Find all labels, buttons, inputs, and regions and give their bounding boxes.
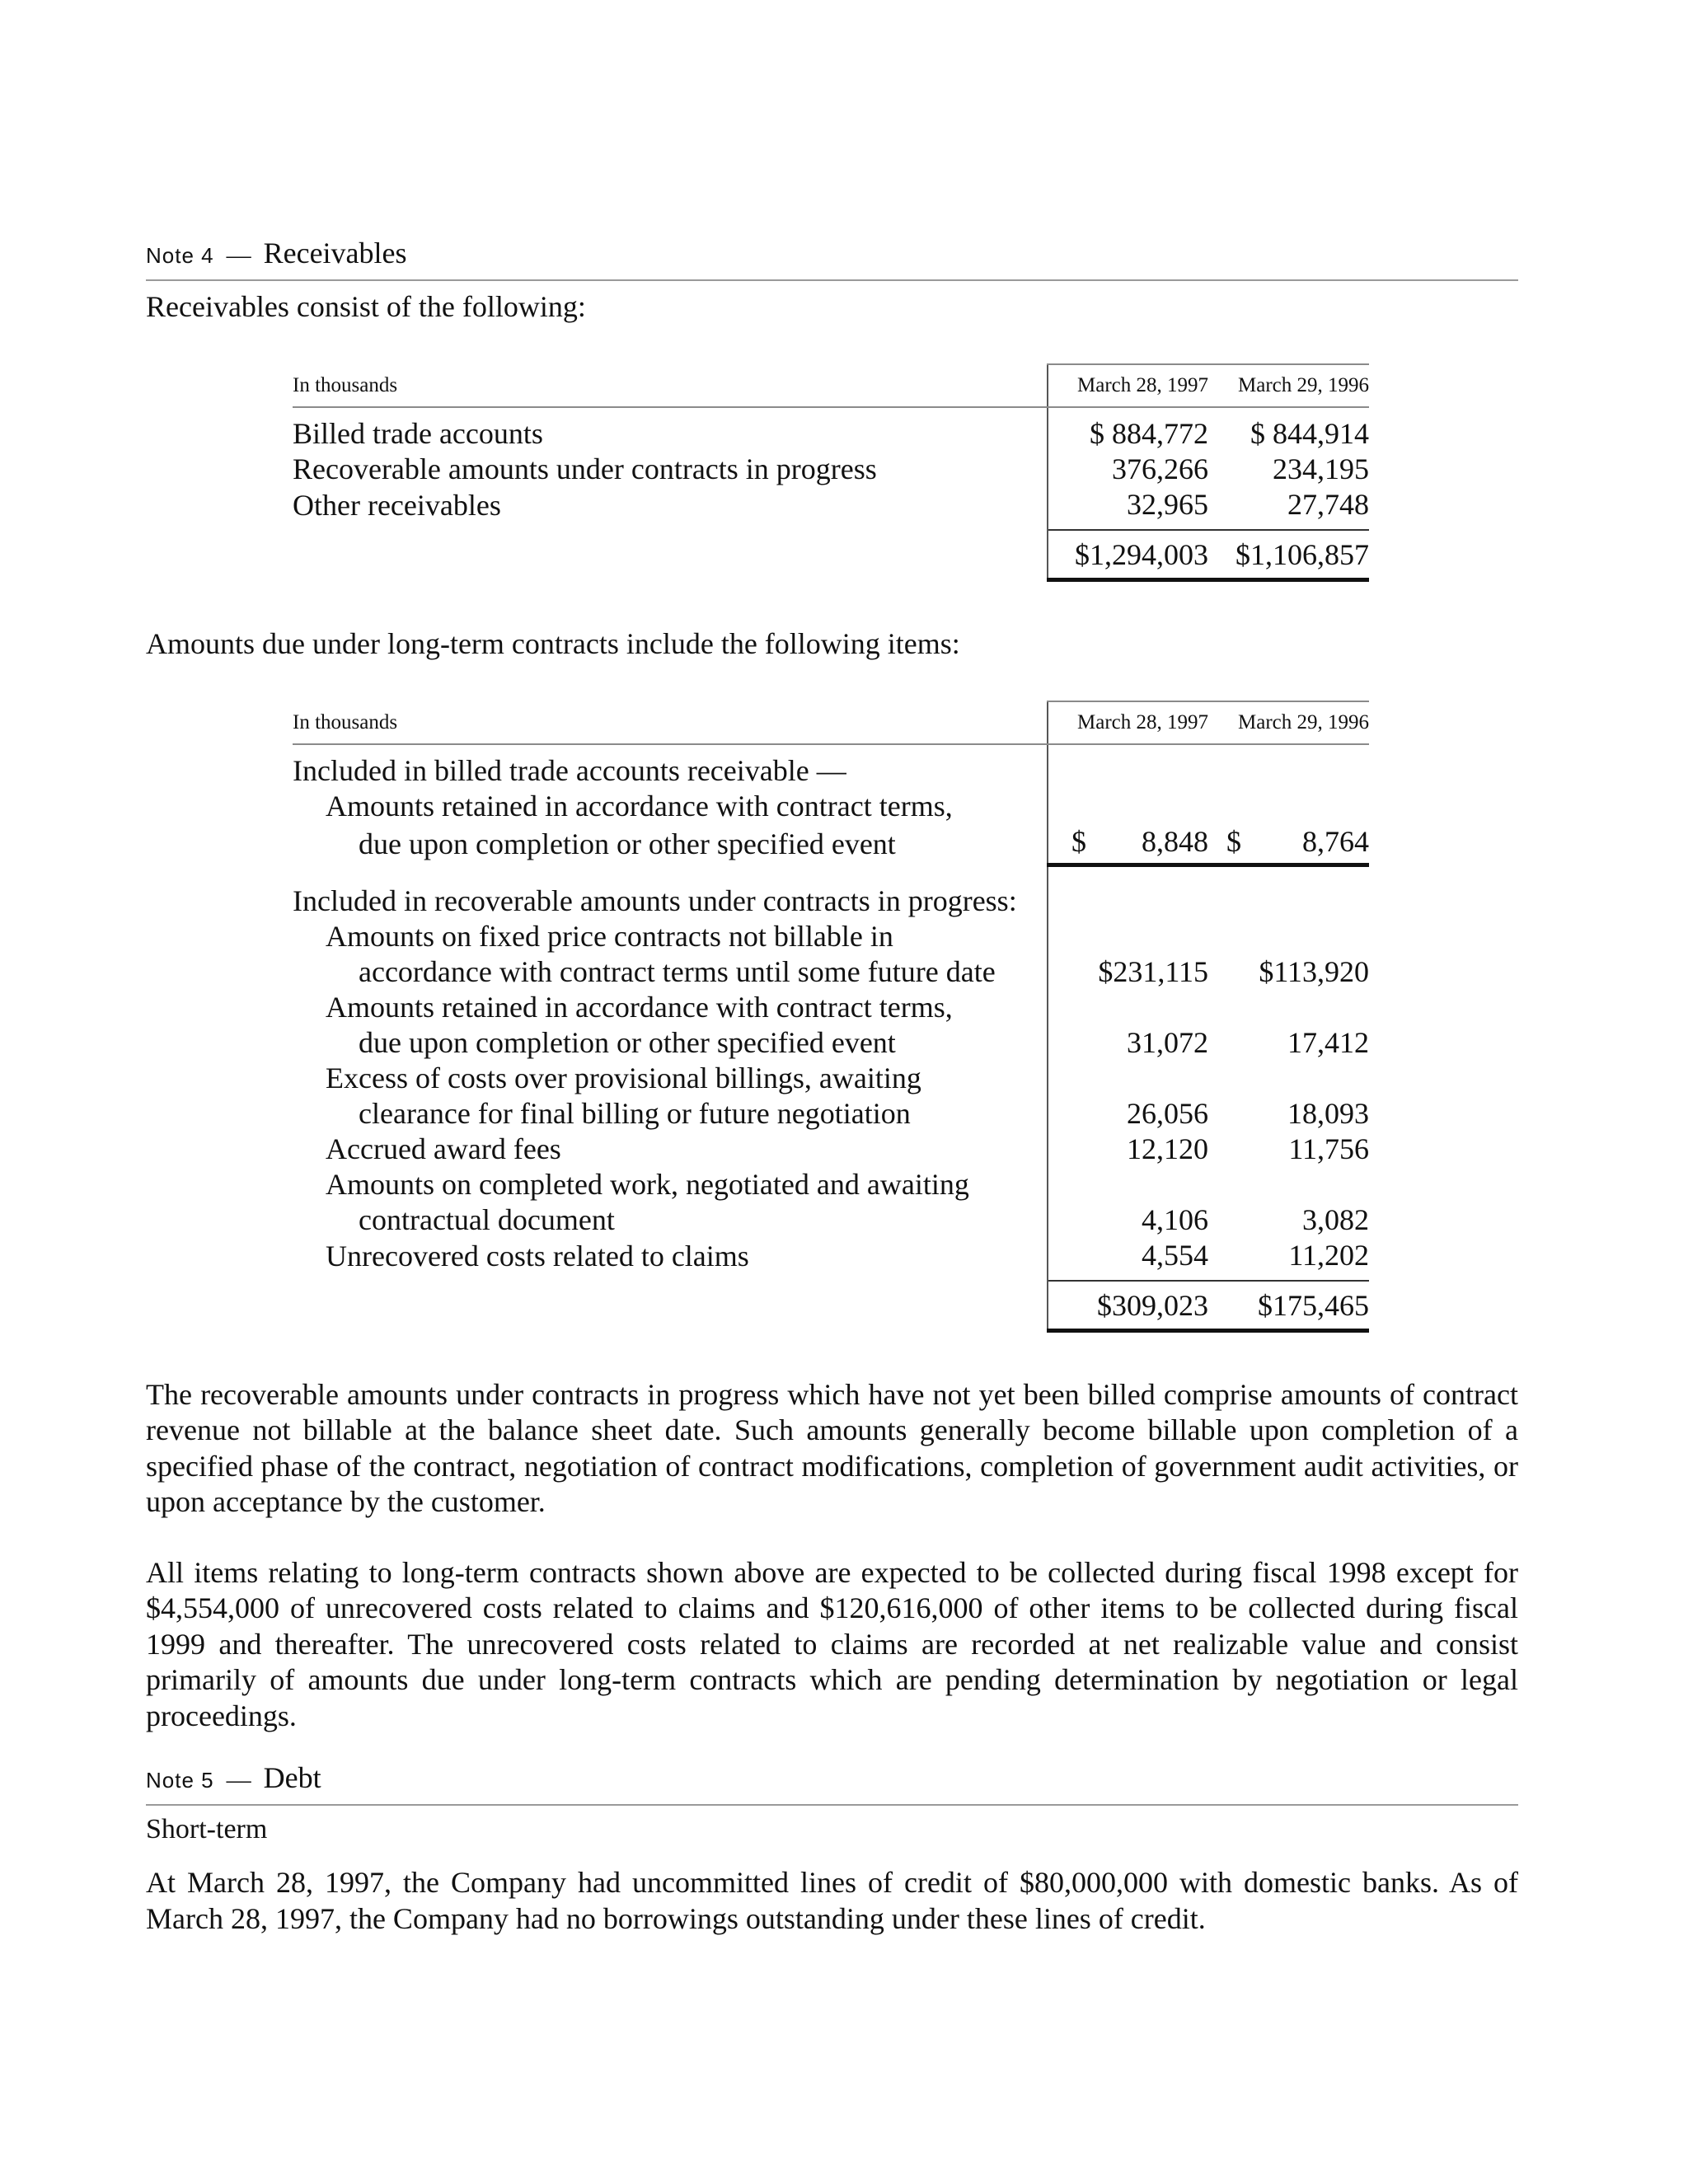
note-4-title: Receivables	[263, 237, 407, 269]
row-value-1997: 4,554	[1048, 1238, 1215, 1281]
row-label: Amounts retained in accordance with contract terms,	[326, 790, 953, 823]
row-label: Accrued award fees	[326, 1132, 561, 1165]
table-row	[293, 1061, 1369, 1096]
row-label: Amounts on completed work, negotiated and awaiting	[326, 1167, 969, 1201]
row-value-1996: 11,756	[1288, 1132, 1369, 1165]
row-value-1997: 31,072	[1048, 1025, 1215, 1061]
table-row	[293, 1132, 1369, 1167]
recoverable-section-title: Included in recoverable amounts under contracts in progress:	[293, 883, 1017, 917]
short-term-subheading: Short-term	[146, 1814, 268, 1844]
row-value-1996: 234,195	[1273, 452, 1369, 485]
row-label: Excess of costs over provisional billings, awaiting	[326, 1061, 921, 1094]
header-in-thousands: In thousands	[293, 701, 1048, 744]
row-value-1996: $ 8,764	[1215, 824, 1369, 865]
note-4-label: Note 4	[146, 243, 214, 268]
row-value-1996: 18,093	[1287, 1096, 1369, 1130]
row-value-1997: 32,965	[1048, 487, 1215, 530]
currency-symbol: $	[1226, 825, 1241, 858]
note-5-title: Debt	[263, 1761, 321, 1794]
row-label: Amounts retained in accordance with contract terms,	[326, 990, 953, 1024]
note-5-heading	[146, 1757, 1518, 1806]
header-march-1997: March 28, 1997	[1048, 701, 1215, 744]
note-4-dash: —	[226, 241, 251, 269]
row-label-continued: due upon completion or other specified event	[359, 827, 896, 860]
table-header-row	[293, 364, 1369, 407]
table-row	[293, 487, 1369, 530]
row-value-1997: $231,115	[1048, 954, 1215, 990]
table-row	[293, 452, 1369, 487]
row-label: Recoverable amounts under contracts in progress	[293, 452, 877, 485]
currency-symbol: $	[1071, 825, 1086, 858]
row-label: Amounts on fixed price contracts not billable in	[326, 919, 893, 953]
table-row	[293, 789, 1369, 824]
row-value-1997: $ 884,772	[1048, 407, 1215, 452]
table-header-row	[293, 701, 1369, 744]
total-1997: $1,294,003	[1048, 530, 1215, 580]
row-value-1996: $113,920	[1259, 954, 1369, 988]
table-row	[293, 919, 1369, 954]
note-5-dash: —	[226, 1766, 251, 1793]
total-1996: $175,465	[1215, 1281, 1369, 1331]
row-value-1996: 27,748	[1287, 488, 1369, 521]
table-row	[293, 1096, 1369, 1132]
header-march-1997: March 28, 1997	[1048, 364, 1215, 407]
table-row	[293, 1202, 1369, 1238]
row-value-1997: $ 8,848	[1048, 824, 1215, 865]
total-1996: $1,106,857	[1215, 530, 1369, 580]
document-page	[146, 232, 1518, 1937]
table-row	[293, 954, 1369, 990]
note-4-heading	[146, 232, 1518, 281]
table-row	[293, 824, 1369, 865]
row-value-1996: 17,412	[1287, 1025, 1369, 1059]
table-row	[293, 1025, 1369, 1061]
total-row	[293, 530, 1369, 580]
row-label-continued: accordance with contract terms until some future date	[359, 954, 996, 988]
row-value-1997: 4,106	[1048, 1202, 1215, 1238]
table-row	[293, 1167, 1369, 1202]
row-value-1997: 12,120	[1048, 1132, 1215, 1167]
header-march-1996: March 29, 1996	[1215, 364, 1369, 407]
receivables-table	[293, 363, 1369, 582]
section-title-row	[293, 865, 1369, 919]
row-label-continued: due upon completion or other specified event	[359, 1025, 896, 1059]
long-term-contracts-table	[293, 701, 1369, 1333]
row-value-1996: 11,202	[1288, 1238, 1369, 1272]
short-term-paragraph: At March 28, 1997, the Company had uncommitted lines of credit of $80,000,000 with domestic banks. As of March 28, 1997, the Company had no borrowings outstanding under these lines of credit.	[146, 1866, 1518, 1935]
row-value-1997: 376,266	[1048, 452, 1215, 487]
billed-section-title: Included in billed trade accounts receivable —	[293, 754, 846, 787]
row-label: Billed trade accounts	[293, 417, 543, 450]
row-value-1997: 26,056	[1048, 1096, 1215, 1132]
header-in-thousands: In thousands	[293, 364, 1048, 407]
table-row	[293, 407, 1369, 452]
collection-paragraph: All items relating to long-term contracts shown above are expected to be collected during fiscal 1998 except for $4,554,000 of unrecovered costs related to claims and $120,616,000 of other items to be collected during fiscal 1999 and thereafter. The unrecovered costs related to claims are recorded at net realizable value and consist primarily of amounts due under long-term contracts which are pending determination by negotiation or legal proceedings.	[146, 1555, 1518, 1732]
long-term-intro: Amounts due under long-term contracts include the following items:	[146, 627, 960, 660]
row-label-continued: contractual document	[359, 1202, 615, 1236]
total-row	[293, 1281, 1369, 1331]
row-label-continued: clearance for final billing or future negotiation	[359, 1096, 911, 1130]
row-label: Other receivables	[293, 489, 501, 522]
table-row	[293, 1238, 1369, 1281]
note-5-label: Note 5	[146, 1768, 214, 1793]
row-label: Unrecovered costs related to claims	[326, 1239, 749, 1272]
table-row	[293, 990, 1369, 1025]
total-1997: $309,023	[1048, 1281, 1215, 1331]
row-value-1996: 3,082	[1302, 1202, 1369, 1236]
header-march-1996: March 29, 1996	[1215, 701, 1369, 744]
recoverable-paragraph: The recoverable amounts under contracts in progress which have not yet been billed comprise amounts of contract revenue not billable at the balance sheet date. Such amounts generally become billable upon completion of a specified phase of the contract, negotiation of contract modifications, completion of government audit activities, or upon acceptance by the customer.	[146, 1377, 1518, 1518]
row-value-1996: $ 844,914	[1250, 417, 1369, 450]
receivables-intro: Receivables consist of the following:	[146, 290, 586, 323]
section-title-row	[293, 744, 1369, 789]
